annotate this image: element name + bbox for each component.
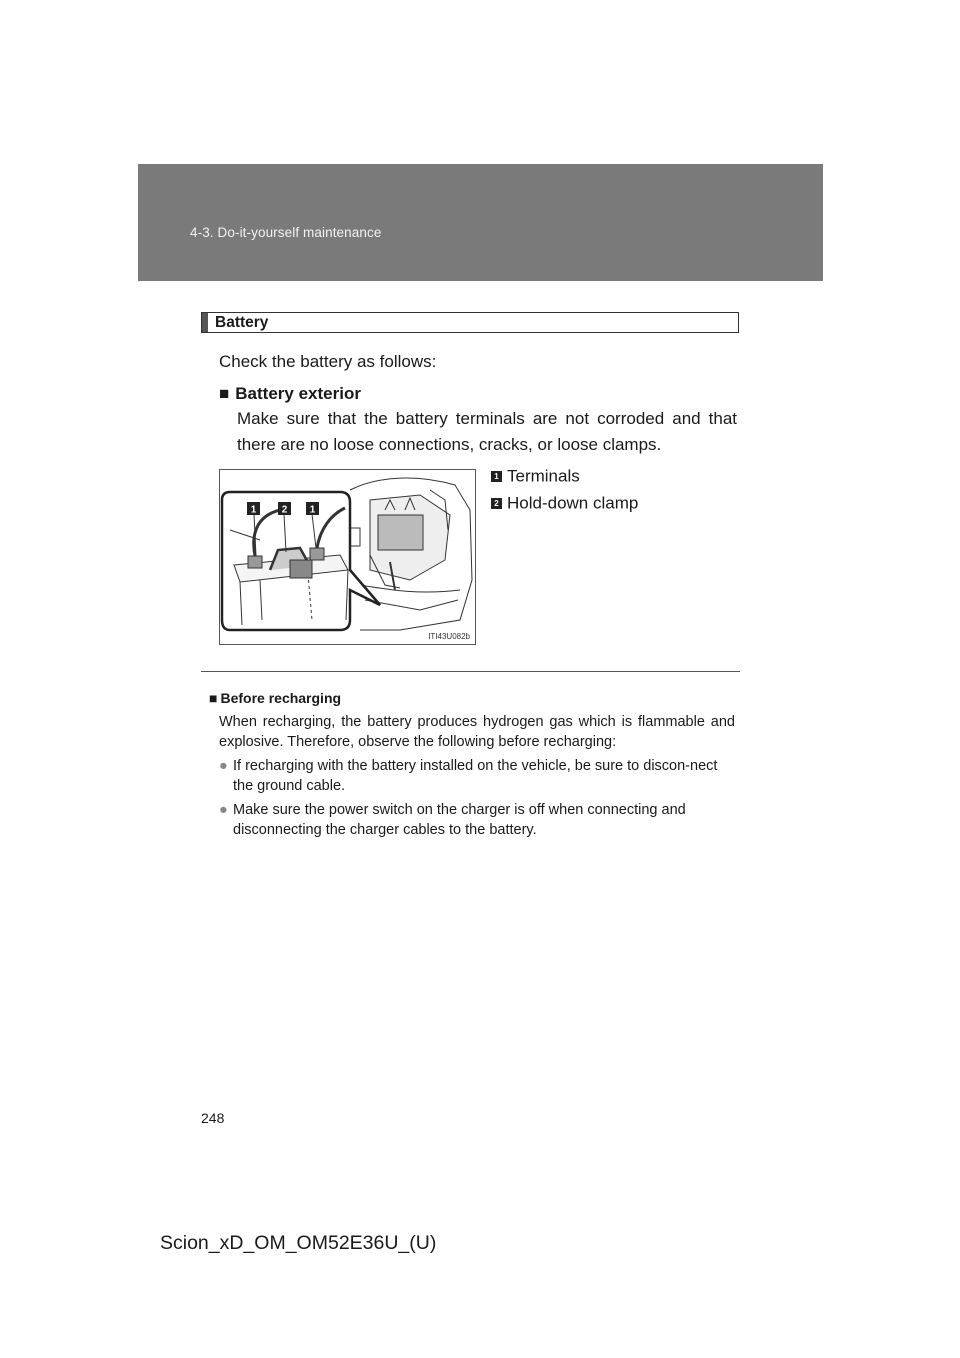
figure-code: ITI43U082b [428,632,470,641]
section-breadcrumb: 4-3. Do-it-yourself maintenance [190,225,382,240]
callout-2: 2 [281,504,288,516]
note-paragraph: When recharging, the battery produces hydrogen gas which is flammable and explosive. Therefore, observe the following before recharging: [219,714,735,750]
legend-item [491,465,638,492]
section-heading [201,312,739,333]
bullet-dot-icon: ● [219,802,228,818]
legend-number: 1 [491,471,502,482]
footer-document-code: Scion_xD_OM_OM52E36U_(U) [160,1232,437,1254]
note-title [209,690,735,706]
bullet-dot-icon: ● [219,758,228,774]
note-box [209,690,735,840]
battery-illustration [219,469,476,645]
note-bullet-text: If recharging with the battery installed on the vehicle, be sure to discon-nect the ground cable. [233,758,718,794]
section-title: Battery [215,314,269,331]
note-bullet [219,800,735,840]
legend-label: Terminals [507,466,580,486]
callout-1-right: 1 [309,504,316,516]
sub-heading [219,384,361,404]
sub-heading-label: Battery exterior [235,384,361,403]
page-number: 248 [201,1110,225,1126]
callout-1-left: 1 [250,504,257,516]
heading-accent-bar [202,313,208,332]
note-bullet-text: Make sure the power switch on the charger is off when connecting and disconnecting the charger cables to the battery. [233,802,686,838]
note-bullet [219,756,735,796]
battery-drawing [220,470,475,644]
legend-item [491,492,638,519]
intro-text: Check the battery as follows: [219,352,437,371]
header-band [138,164,823,281]
figure-legend [491,465,638,519]
note-title-label: Before recharging [220,690,342,706]
divider [201,671,740,672]
legend-label: Hold-down clamp [507,493,639,513]
legend-number: 2 [491,498,502,509]
battery-exterior-text: Make sure that the battery terminals are not corroded and that there are no loose connections, cracks, or loose clamps. [237,409,737,454]
square-bullet-icon: ■ [219,384,230,403]
square-bullet-icon: ■ [209,690,218,706]
